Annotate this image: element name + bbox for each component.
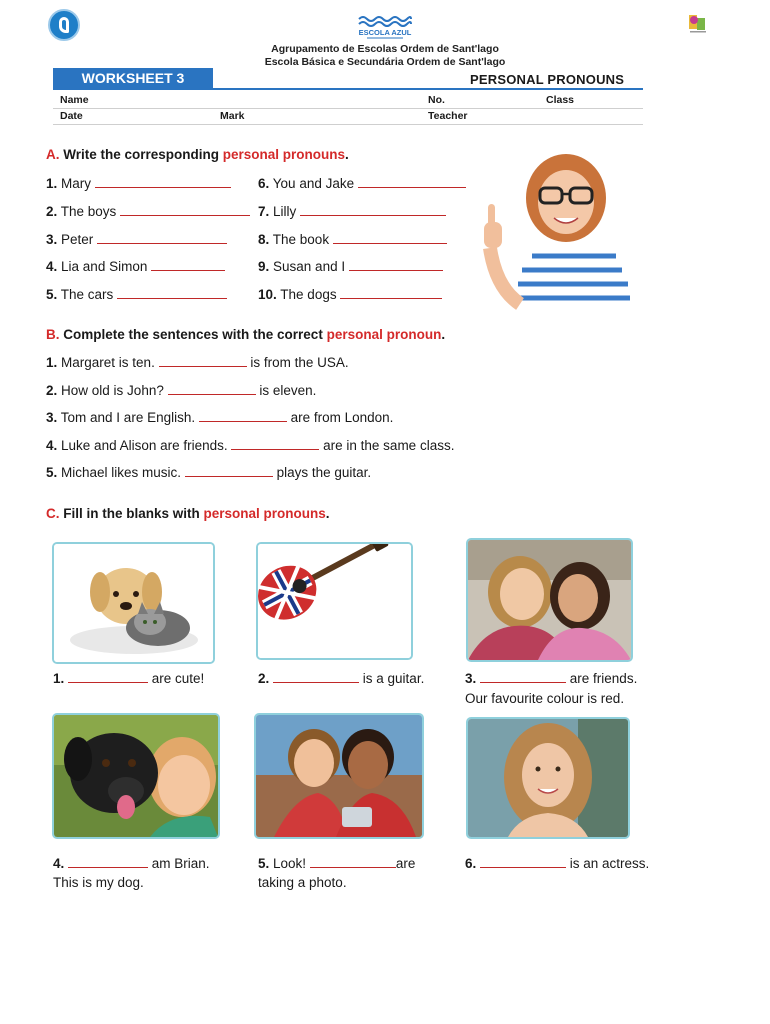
exercise-b-item: 3. Tom and I are English. are from London. [46, 410, 394, 425]
exercise-c-item: 3. are friends. [465, 671, 638, 686]
exercise-b-item: 2. How old is John? is eleven. [46, 383, 317, 398]
exercise-a-item: 4. Lia and Simon [46, 258, 225, 274]
answer-blank[interactable] [333, 231, 447, 244]
answer-blank[interactable] [480, 670, 566, 683]
exercise-c-line2: taking a photo. [258, 875, 347, 890]
answer-blank[interactable] [358, 175, 466, 188]
section-c-heading: C. Fill in the blanks with personal pronouns. [46, 506, 330, 521]
exercise-c-item: 5. Look! are [258, 856, 416, 871]
logo-text: ESCOLA AZUL [358, 28, 412, 37]
exercise-b-item: 1. Margaret is ten. is from the USA. [46, 355, 349, 370]
school-name-line2: Escola Básica e Secundária Ordem de Sant'lago [264, 56, 506, 68]
exercise-c-item: 4. am Brian. [53, 856, 210, 871]
answer-blank[interactable] [68, 670, 148, 683]
answer-blank[interactable] [159, 354, 247, 367]
answer-blank[interactable] [199, 409, 287, 422]
union-jack-guitar-image [256, 542, 413, 660]
field-date: Date [60, 110, 83, 122]
exercise-a-item: 2. The boys [46, 203, 250, 219]
field-no: No. [428, 94, 445, 106]
actress-portrait-image [466, 717, 630, 839]
puppy-kitten-image [52, 542, 215, 664]
answer-blank[interactable] [231, 437, 319, 450]
exercise-a-item: 8. The book [258, 231, 447, 247]
field-teacher: Teacher [428, 110, 468, 122]
exercise-b-item: 4. Luke and Alison are friends. are in the same class. [46, 438, 455, 453]
girl-thumbs-up-image [474, 146, 640, 312]
exercise-c-item: 1. are cute! [53, 671, 205, 686]
school-logo-left [48, 9, 80, 41]
answer-blank[interactable] [120, 203, 250, 216]
answer-blank[interactable] [185, 464, 273, 477]
exercise-a-item: 9. Susan and I [258, 258, 443, 274]
section-b-heading: B. Complete the sentences with the correct personal pronoun. [46, 327, 446, 342]
field-class: Class [546, 94, 575, 106]
worksheet-label: WORKSHEET 3 [53, 68, 213, 88]
exercise-a-item: 1. Mary [46, 175, 231, 191]
answer-blank[interactable] [68, 855, 148, 868]
answer-blank[interactable] [273, 670, 359, 683]
answer-blank[interactable] [97, 231, 227, 244]
field-mark: Mark [220, 110, 245, 122]
answer-blank[interactable] [310, 855, 396, 868]
answer-blank[interactable] [151, 258, 225, 271]
boy-with-dog-image [52, 713, 220, 839]
section-a-heading: A. Write the corresponding personal pronouns. [46, 147, 349, 162]
exercise-b-item: 5. Michael likes music. plays the guitar. [46, 465, 372, 480]
exercise-a-item: 3. Peter [46, 231, 227, 247]
answer-blank[interactable] [168, 382, 256, 395]
topic-title: PERSONAL PRONOUNS [470, 72, 625, 87]
escola-azul-logo [357, 14, 413, 40]
exercise-a-item: 5. The cars [46, 286, 227, 302]
answer-blank[interactable] [117, 286, 227, 299]
exercise-c-item: 6. is an actress. [465, 856, 650, 871]
header-divider [53, 108, 643, 109]
field-name: Name [60, 94, 89, 106]
two-girls-friends-image [466, 538, 633, 662]
title-divider [53, 88, 643, 90]
answer-blank[interactable] [349, 258, 443, 271]
answer-blank[interactable] [300, 203, 446, 216]
exercise-a-item: 7. Lilly [258, 203, 446, 219]
answer-blank[interactable] [95, 175, 231, 188]
exercise-c-line2: This is my dog. [53, 875, 144, 890]
exercise-c-item: 2. is a guitar. [258, 671, 425, 686]
exercise-a-item: 10. The dogs [258, 286, 442, 302]
exercise-a-item: 6. You and Jake [258, 175, 466, 191]
ministry-logo-right [686, 12, 710, 36]
answer-blank[interactable] [340, 286, 442, 299]
header-divider [53, 124, 643, 125]
two-boys-photo-image [254, 713, 424, 839]
exercise-c-line2: Our favourite colour is red. [465, 691, 625, 706]
answer-blank[interactable] [480, 855, 566, 868]
school-name-line1: Agrupamento de Escolas Ordem de Sant'lago [271, 43, 499, 55]
